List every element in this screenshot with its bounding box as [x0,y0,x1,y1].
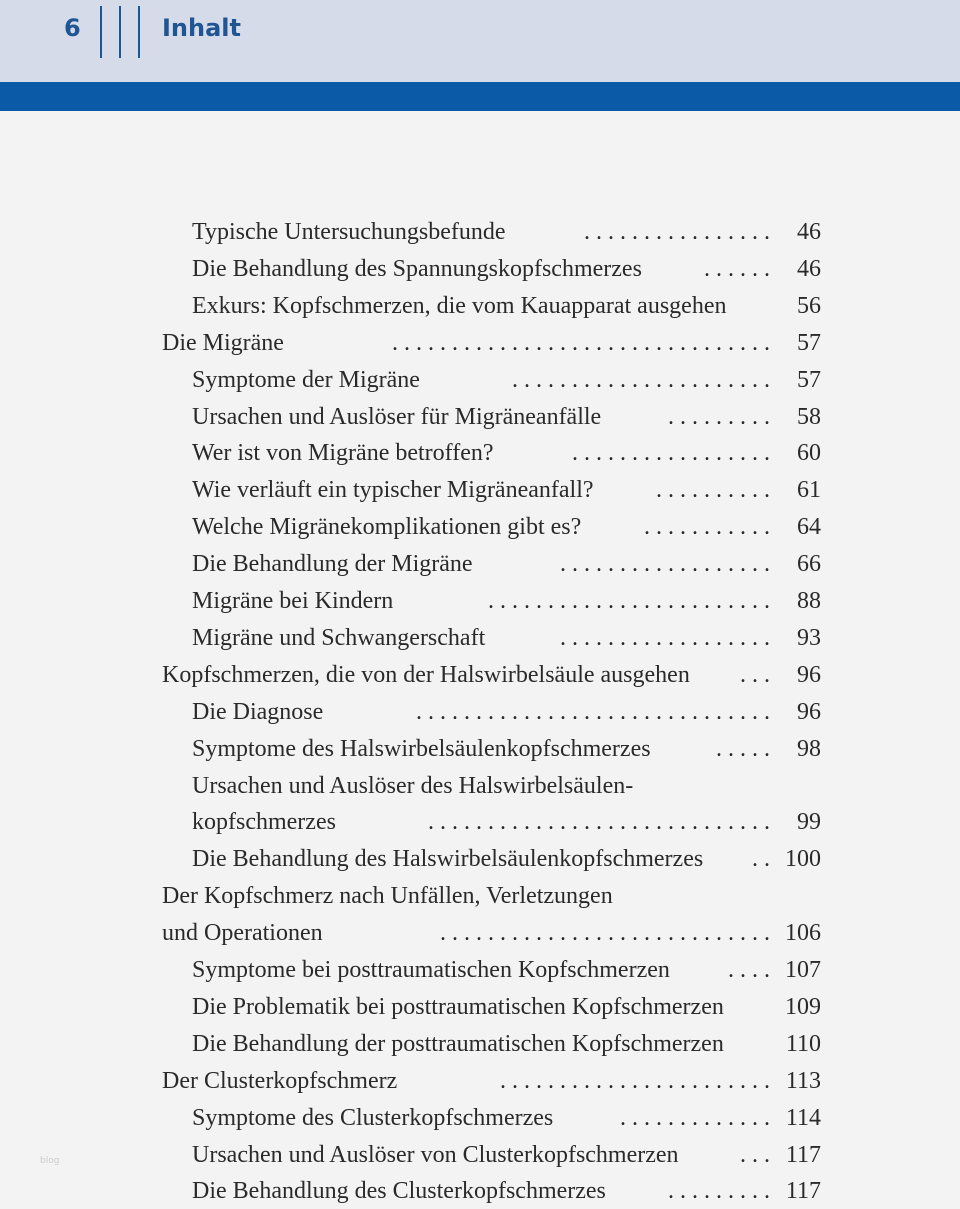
toc-entry-title: Die Behandlung des Spannungskopfschmerzes [192,255,642,282]
toc-entry[interactable] [192,509,770,545]
toc-page-number: 93 [797,624,821,651]
toc-entry[interactable] [192,989,770,1025]
watermark: blog [40,1156,60,1166]
toc-entry[interactable] [192,1137,770,1173]
toc-entry-title: Wie verläuft ein typischer Migräneanfall? [192,477,594,504]
toc-page-number: 107 [785,957,821,983]
leader-dots: . . . . . [716,735,770,762]
toc-page-number: 106 [785,920,821,947]
toc-entry[interactable] [192,1173,770,1209]
toc-entry-title: Die Problematik bei posttraumatischen Kopfschmerzen [192,993,724,1020]
toc-entry-title: Die Behandlung des Clusterkopfschmerzes [192,1178,606,1205]
toc-page-number: 56 [797,292,821,319]
toc-entry[interactable] [192,731,770,767]
toc-entry[interactable] [192,362,770,398]
divider-line [119,6,121,58]
header-band [0,82,960,111]
toc-entry[interactable] [192,1100,770,1136]
toc-entry[interactable] [192,620,770,656]
leader-dots: . . . . . . . . . . . [644,514,770,541]
toc-entry[interactable] [192,399,770,435]
toc-entry-title: Welche Migränekomplikationen gibt es? [192,514,582,541]
toc-page-number: 114 [785,1104,821,1131]
toc-entry[interactable] [162,878,770,914]
toc-entry-title: und Operationen [162,920,323,947]
toc-entry[interactable] [162,325,770,361]
leader-dots: . . . [740,1141,770,1168]
toc-entry-title: Ursachen und Auslöser von Clusterkopfschmerzen [192,1141,679,1168]
toc-entry[interactable] [192,1026,770,1062]
toc-page-number: 61 [797,477,821,504]
toc-page-number: 100 [785,846,821,873]
divider-line [138,6,140,58]
toc-page-number: 46 [797,255,821,282]
page-number: 6 [64,14,81,42]
toc-entry[interactable] [192,288,770,324]
toc-page-number: 113 [785,1067,821,1094]
toc-entry-title: Der Clusterkopfschmerz [162,1067,398,1094]
leader-dots: . . . . . . . . . . . . . . . . . . [560,624,770,651]
leader-dots: . . [752,846,770,873]
leader-dots: . . . . . . [704,255,770,282]
toc-entry-title: Exkurs: Kopfschmerzen, die vom Kauapparat ausgehen [192,292,727,319]
toc-page-number: 58 [797,403,821,430]
toc-page-number: 109 [785,993,821,1020]
toc-page-number: 66 [797,551,821,578]
toc-entry[interactable] [192,804,770,840]
toc-entry-title: kopfschmerzes [192,809,336,836]
toc-entry-title: Der Kopfschmerz nach Unfällen, Verletzungen [162,883,613,910]
toc-page-number: 110 [785,1030,821,1057]
toc-entry-title: Die Behandlung der posttraumatischen Kopfschmerzen [192,1030,724,1057]
toc-entry-title: Die Migräne [162,329,284,356]
toc-entry-title: Wer ist von Migräne betroffen? [192,440,494,467]
toc-page-number: 96 [797,661,821,688]
running-header [0,0,960,82]
leader-dots: . . . . . . . . . [668,1178,770,1205]
toc-entry[interactable] [192,435,770,471]
toc-entry-title: Die Diagnose [192,698,324,725]
toc-entry[interactable] [192,694,770,730]
toc-page-number: 117 [785,1141,821,1168]
leader-dots: . . . . . . . . . . . . . [620,1104,770,1131]
toc-entry-title: Migräne und Schwangerschaft [192,624,486,651]
toc-entry-title: Symptome bei posttraumatischen Kopfschmerzen [192,957,670,983]
leader-dots: . . . . . . . . . . [656,477,770,504]
leader-dots: . . . . . . . . . . . . . . . . . . . . . . . . . . . . . . . . [392,329,770,356]
toc-entry-title: Symptome des Halswirbelsäulenkopfschmerzes [192,735,651,762]
leader-dots: . . . . . . . . . . . . . . . . . . . . . . . . [488,588,770,614]
toc-page-number: 46 [797,219,821,245]
toc-page-number: 57 [797,329,821,356]
toc-page-number: 88 [797,588,821,614]
toc-page-number: 64 [797,514,821,541]
toc-entry[interactable] [192,251,770,287]
toc-entry-title: Ursachen und Auslöser des Halswirbelsäulen- [192,772,634,799]
toc-entry[interactable] [192,472,770,508]
toc-entry[interactable] [192,841,770,877]
leader-dots: . . . . . . . . . . . . . . . . . . . . . . . . . . . . . . [416,698,770,725]
toc-page-number: 99 [797,809,821,836]
divider-line [100,6,102,58]
toc-page-number: 117 [785,1178,821,1205]
leader-dots: . . . . . . . . . . . . . . . . . . [560,551,770,578]
toc-page-number: 60 [797,440,821,467]
leader-dots: . . . . . . . . . . . . . . . . . [572,440,770,467]
leader-dots: . . . . . . . . . . . . . . . . . . . . . . . . . . . . . [428,809,770,836]
leader-dots: . . . . . . . . . . . . . . . . [584,219,770,245]
toc-entry[interactable] [192,214,770,250]
leader-dots: . . . [740,661,770,688]
toc-entry[interactable] [192,768,770,804]
leader-dots: . . . . . . . . . [668,403,770,430]
toc-entry[interactable] [192,952,770,988]
toc-entry-title: Symptome des Clusterkopfschmerzes [192,1104,554,1131]
leader-dots: . . . . . . . . . . . . . . . . . . . . . . . [500,1067,770,1094]
toc-entry-title: Die Behandlung der Migräne [192,551,473,578]
toc-entry-title: Die Behandlung des Halswirbelsäulenkopfschmerzes [192,846,704,873]
toc-entry-title: Migräne bei Kindern [192,588,394,614]
toc-entry[interactable] [192,583,770,619]
section-title: Inhalt [162,14,241,42]
toc-entry-title: Ursachen und Auslöser für Migräneanfälle [192,403,602,430]
toc-entry-title: Kopfschmerzen, die von der Halswirbelsäule ausgehen [162,661,690,688]
toc-entry[interactable] [192,546,770,582]
toc-page-number: 98 [797,735,821,762]
toc-entry[interactable] [162,1063,770,1099]
toc-entry-title: Symptome der Migräne [192,366,420,393]
leader-dots: . . . . . . . . . . . . . . . . . . . . . . [512,366,770,393]
toc-page-number: 96 [797,698,821,725]
toc-page-number: 57 [797,366,821,393]
toc-entry-title: Typische Untersuchungsbefunde [192,219,506,245]
toc-entry[interactable] [162,657,770,693]
toc-entry[interactable] [162,915,770,951]
leader-dots: . . . . . . . . . . . . . . . . . . . . . . . . . . . . [440,920,770,947]
leader-dots: . . . . [728,957,770,983]
